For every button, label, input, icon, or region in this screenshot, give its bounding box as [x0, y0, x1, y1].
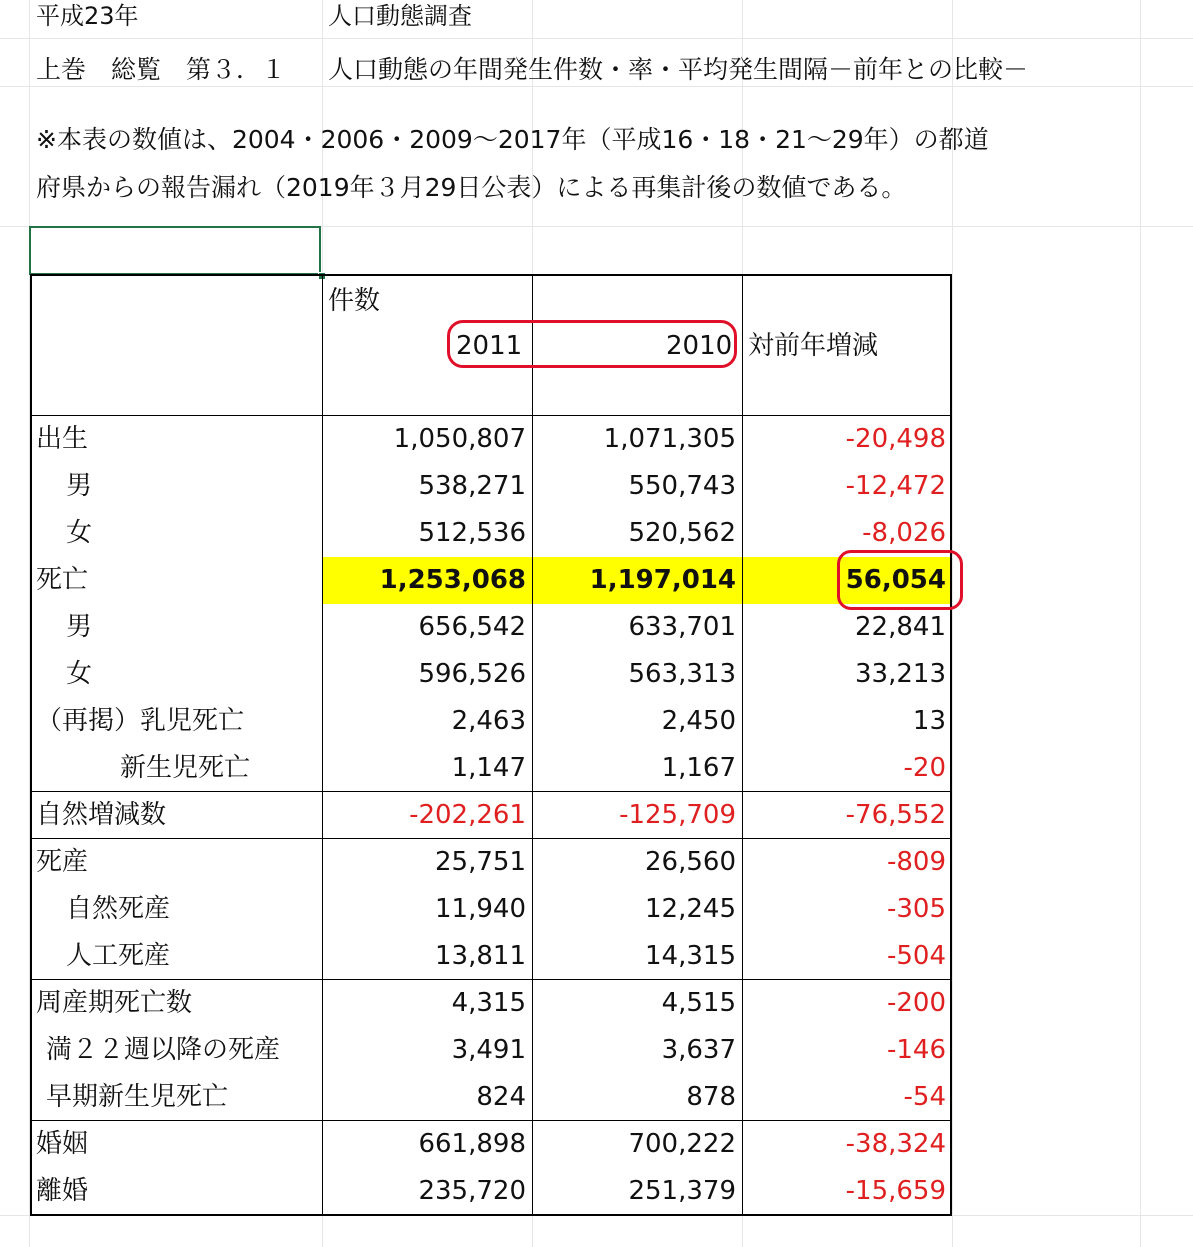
year-highlight-oval [447, 320, 737, 368]
value-diff[interactable]: -54 [903, 1082, 946, 1112]
value-2011[interactable]: 1,050,807 [393, 424, 526, 454]
selected-cell[interactable] [29, 226, 321, 275]
death-diff-highlight-oval [837, 550, 963, 610]
row-label[interactable]: 女 [66, 659, 93, 689]
value-2010[interactable]: 14,315 [645, 941, 736, 971]
value-2010[interactable]: 1,071,305 [603, 424, 736, 454]
value-diff[interactable]: -305 [886, 894, 946, 924]
table-row [30, 1121, 952, 1168]
survey-title: 人口動態調査 [328, 2, 472, 30]
row-label[interactable]: 新生児死亡 [120, 753, 251, 783]
table-row [30, 980, 952, 1027]
value-diff[interactable]: -38,324 [845, 1129, 946, 1159]
year-2010-header[interactable]: 2010 [666, 331, 733, 361]
year-title: 平成23年 [36, 2, 139, 30]
value-2010[interactable]: 878 [686, 1082, 736, 1112]
value-2011[interactable]: -202,261 [409, 800, 526, 830]
table-row [30, 839, 952, 886]
value-2011[interactable]: 2,463 [451, 706, 526, 736]
value-2011[interactable]: 512,536 [418, 518, 526, 548]
table-row [30, 1074, 952, 1121]
table-row [30, 510, 952, 557]
value-2010[interactable]: 563,313 [628, 659, 736, 689]
value-diff[interactable]: -20,498 [845, 424, 946, 454]
value-2010[interactable]: 550,743 [628, 471, 736, 501]
row-label[interactable]: 男 [66, 612, 93, 642]
value-2011[interactable]: 13,811 [435, 941, 526, 971]
value-2010[interactable]: 2,450 [661, 706, 736, 736]
value-2010[interactable]: 633,701 [628, 612, 736, 642]
value-2011[interactable]: 824 [476, 1082, 526, 1112]
row-label[interactable]: 離婚 [36, 1176, 89, 1206]
value-2011[interactable]: 1,253,068 [322, 557, 532, 604]
table-row [30, 416, 952, 463]
value-diff[interactable]: -12,472 [845, 471, 946, 501]
table-row [30, 557, 952, 604]
value-2011[interactable]: 3,491 [451, 1035, 526, 1065]
diff-header: 対前年増減 [748, 331, 879, 361]
value-2011[interactable]: 1,147 [451, 753, 526, 783]
table-row [30, 1168, 952, 1215]
note-line-1: ※本表の数値は、2004・2006・2009～2017年（平成16・18・21～29年）の都道 [36, 125, 989, 154]
value-2010[interactable]: 3,637 [661, 1035, 736, 1065]
value-diff[interactable]: 33,213 [855, 659, 946, 689]
table-row [30, 698, 952, 745]
row-label[interactable]: 周産期死亡数 [36, 988, 193, 1018]
value-diff[interactable]: -200 [886, 988, 946, 1018]
row-label[interactable]: 早期新生児死亡 [46, 1082, 229, 1112]
value-diff[interactable]: 56,054 [742, 557, 952, 604]
value-2010[interactable]: -125,709 [619, 800, 736, 830]
row-label[interactable]: 人工死産 [66, 941, 171, 971]
row-label[interactable]: 女 [66, 518, 93, 548]
table-row [30, 745, 952, 792]
value-diff[interactable]: -76,552 [845, 800, 946, 830]
value-2010[interactable]: 1,167 [661, 753, 736, 783]
note-line-2: 府県からの報告漏れ（2019年３月29日公表）による再集計後の数値である。 [36, 173, 907, 202]
value-2010[interactable]: 4,515 [661, 988, 736, 1018]
value-2010[interactable]: 251,379 [628, 1176, 736, 1206]
value-diff[interactable]: -20 [903, 753, 946, 783]
value-2011[interactable]: 661,898 [418, 1129, 526, 1159]
value-2010[interactable]: 26,560 [645, 847, 736, 877]
value-2011[interactable]: 11,940 [435, 894, 526, 924]
value-diff[interactable]: 22,841 [855, 612, 946, 642]
table-row [30, 1027, 952, 1074]
table-row [30, 604, 952, 651]
row-label[interactable]: 婚姻 [36, 1129, 89, 1159]
value-diff[interactable]: -504 [886, 941, 946, 971]
table-row [30, 463, 952, 510]
row-label[interactable]: 自然死産 [66, 894, 171, 924]
table-row [30, 792, 952, 839]
value-2010[interactable]: 520,562 [628, 518, 736, 548]
section-label: 上巻 総覧 第３．１ [36, 55, 287, 84]
group-label: 件数 [328, 286, 381, 316]
value-diff[interactable]: -146 [886, 1035, 946, 1065]
value-diff[interactable]: -809 [886, 847, 946, 877]
row-label[interactable]: （再掲）乳児死亡 [36, 706, 245, 736]
table-title: 人口動態の年間発生件数・率・平均発生間隔－前年との比較－ [328, 55, 1029, 84]
value-2011[interactable]: 25,751 [435, 847, 526, 877]
table-row [30, 651, 952, 698]
row-label[interactable]: 死産 [36, 847, 89, 877]
table-row [30, 886, 952, 933]
value-diff[interactable]: 13 [912, 706, 946, 736]
value-2011[interactable]: 656,542 [418, 612, 526, 642]
year-2011-header[interactable]: 2011 [456, 331, 523, 361]
row-label[interactable]: 死亡 [36, 565, 89, 595]
table-row [30, 933, 952, 980]
row-label[interactable]: 満２２週以降の死産 [46, 1035, 281, 1065]
value-2010[interactable]: 700,222 [628, 1129, 736, 1159]
value-diff[interactable]: -15,659 [845, 1176, 946, 1206]
value-2011[interactable]: 596,526 [418, 659, 526, 689]
value-2011[interactable]: 235,720 [418, 1176, 526, 1206]
row-label[interactable]: 男 [66, 471, 93, 501]
value-2011[interactable]: 4,315 [451, 988, 526, 1018]
value-diff[interactable]: -8,026 [862, 518, 946, 548]
row-label[interactable]: 出生 [36, 424, 89, 454]
row-label[interactable]: 自然増減数 [36, 800, 167, 830]
value-2010[interactable]: 1,197,014 [532, 557, 742, 604]
value-2010[interactable]: 12,245 [645, 894, 736, 924]
value-2011[interactable]: 538,271 [418, 471, 526, 501]
